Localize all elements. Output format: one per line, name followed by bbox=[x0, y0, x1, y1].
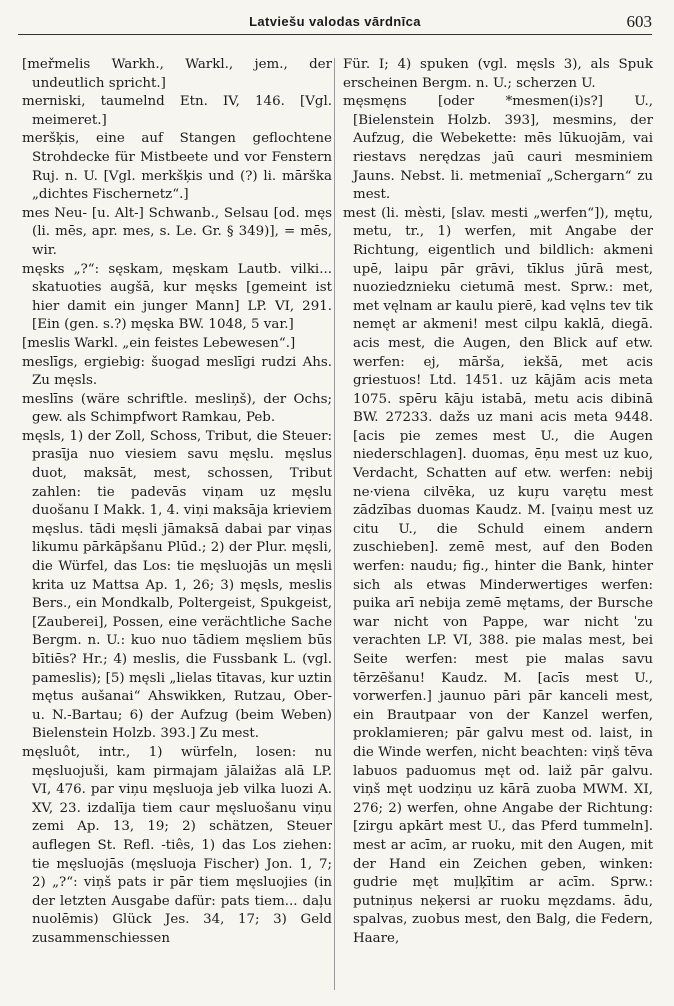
entry-paragraph: męsks „?“: sęskam, męskam Lautb. vilki... skatuoties augšā, kur męsks [gemeint ist hier damit ein junger Mann] LP. VI, 291. [Ein (gen. s.?) męska BW. 1048, 5 var.] bbox=[22, 261, 332, 333]
entry-paragraph: meršķis, eine auf Stangen geflochtene Strohdecke für Mistbeete und vor Fenstern Ruj. n. U. [Vgl. merkšķis und (?) li. mārška „dichtes Fischernetz“.] bbox=[22, 131, 332, 203]
running-title: Latviešu valodas vārdnīca bbox=[249, 14, 421, 29]
entry-paragraph: męsluôt, intr., 1) würfeln, losen: nu męsluojuši, kam pirmajam jālaižas alā LP. VI, 476. par viņu męsluoja jeb vilka luozi A. XV, 23. izdalīja tiem caur męsluošanu viņu zemi Ap. 13, 19; 2) schätzen, Steuer auflegen St. Refl. -tiês, 1) das Los ziehen: tie męsluojās (męsluoja Fischer) Jon. 1, 7; 2) „?“: viņš pats ir pār tiem męsluojies (in der letzten Ausgabe dafür: pats tiem... daļu nuolēmis) Glück Jes. 34, 17; 3) Geld zusammenschiessen bbox=[22, 744, 332, 946]
entry-paragraph: [meřmelis Warkh., Warkl., jem., der undeutlich spricht.] bbox=[22, 57, 332, 91]
entry-paragraph: mest (li. mèsti, [slav. mesti „werfen“]), mętu, metu, tr., 1) werfen, mit Angabe der Richtung, eigentlich und bildlich: akmeni upē, laipu pār grāvi, tīklus jūrā mest, nuoziedznieku cietumā mest. Sprw.: met, met vęlnam ar kaulu pierē, kad vęlns tev tik nemęt ar akmeni! mest cilpu kaklā, diegā. acis mest, die Augen, den Blick auf etw. werfen: ej, māršа, iekšā, met acis griestuos! Ltd. 1451. uz kājām acis meta 1075. spēru kāju istabā, metu acis dibinā BW. 27233. dažs uz mani acis meta 9448. [acis pie zemes mest U., die Augen niederschlagen]. duomas, ēņu mest uz kuo, Verdacht, Schatten auf etw. werfen: nebij ne·viena cilvēka, uz kuŗu varętu mest zādzības duomas Kaudz. M. [vaiņu mest uz citu U., die Schuld einem andern zuschieben]. zemē mest, auf den Boden werfen: naudu; fig., hinter die Bank, hinter sich als etwas Minderwertiges werfen: puika arī nebija zemē mętams, der Bursche war nicht von Pappe, war nicht ˈzu verachten LP. VI, 388. pie malas mest, bei Seite werfen: mest pie malas savu tērzēšanu! Kaudz. M. [acīs mest U., vorwerfen.] jaunuo pāri pār kanceli mest, ein Brautpaar von der Kanzel werfen, proklamieren; pār galvu mest od. laist, in die Winde werfen, nicht beachten: viņš tēva labuos paduomus męt od. laiž pār galvu. viņš męt uodziņu uz kārā zuoba MWM. XI, 276; 2) werfen, ohne Angabe der Richtung: [zirgu apkārt mest U., das Pferd tummeln]. mest ar acīm, ar ruoku, mit den Augen, mit der Hand ein Zeichen geben, winken: gudrie męt muļķītim ar acīm. Sprw.: putniņus neķersi ar ruoku męzdams. ādu, spalvas, zuobus mest, den Balg, die Federn, Haare, bbox=[343, 205, 653, 946]
left-column bbox=[22, 56, 332, 949]
entry-paragraph: męsmęns [oder *mesmen(i)s?] U., [Bielenstein Holzb. 393], mesmins, der Aufzug, die Webekette: mēs lūkuojām, vai riestavs nerędzas jaū cauri mesminiem Jauns. Nebst. li. metmeniaĩ „Schergarn“ zu mest. bbox=[343, 94, 653, 203]
right-column bbox=[343, 56, 653, 949]
entry-paragraph: Für. I; 4) spuken (vgl. męsls 3), als Spuk erscheinen Bergm. n. U.; scherzen U. bbox=[343, 57, 653, 91]
entry-paragraph: merniski, taumelnd Etn. IV, 146. [Vgl. meimeret.] bbox=[22, 94, 332, 128]
column-divider bbox=[334, 58, 335, 990]
entry-paragraph: meslīns (wäre schriftle. mesliņš), der Ochs; gew. als Schimpfwort Ramkau, Peb. bbox=[22, 391, 332, 426]
entry-paragraph: [meslis Warkl. „ein feistes Lebewesen“.] bbox=[22, 335, 296, 351]
entry-paragraph: mes Neu- [u. Alt-] Schwanb., Selsau [od. męs (li. mēs, apr. mes, s. Le. Gr. § 349)], = mēs, wir. bbox=[22, 205, 332, 258]
entry-paragraph: meslīgs, ergiebig: šuogad meslīgi rudzi Ahs. Zu męsls. bbox=[22, 354, 332, 389]
page-number: 603 bbox=[626, 12, 652, 31]
page-header bbox=[18, 12, 652, 35]
entry-paragraph: męsls, 1) der Zoll, Schoss, Tribut, die Steuer: prasīja nuo viesiem savu męslu. męslus duot, maksāt, mest, schossen, Tribut zahlen: tie padevās viņam uz męslu duošanu I Makk. 1, 4. viņi maksāja krieviem męslus. tādi męsli jāmaksā dabai par viņas likumu pārkāpšanu Plūd.; 2) der Plur. męsli, die Würfel, das Los: tie męsluojās un męsli krita uz Mattsa Ap. 1, 26; 3) męsls, meslis Bers., ein Mondkalb, Poltergeist, Spukgeist, [Zauberei], Possen, eine verächtliche Sache Bergm. n. U.: kuo nuo tādiem męsliem būs bītiēs? Hr.; 4) meslis, die Fussbank L. (vgl. pameslis); [5) męsli „lielas tītavas, kur uztin mętus aušanai“ Ahswikken, Rutzau, Ober- u. N.-Bartau; 6) der Aufzug (beim Weben) Bielenstein Holzb. 393.] Zu mest. bbox=[22, 428, 332, 742]
